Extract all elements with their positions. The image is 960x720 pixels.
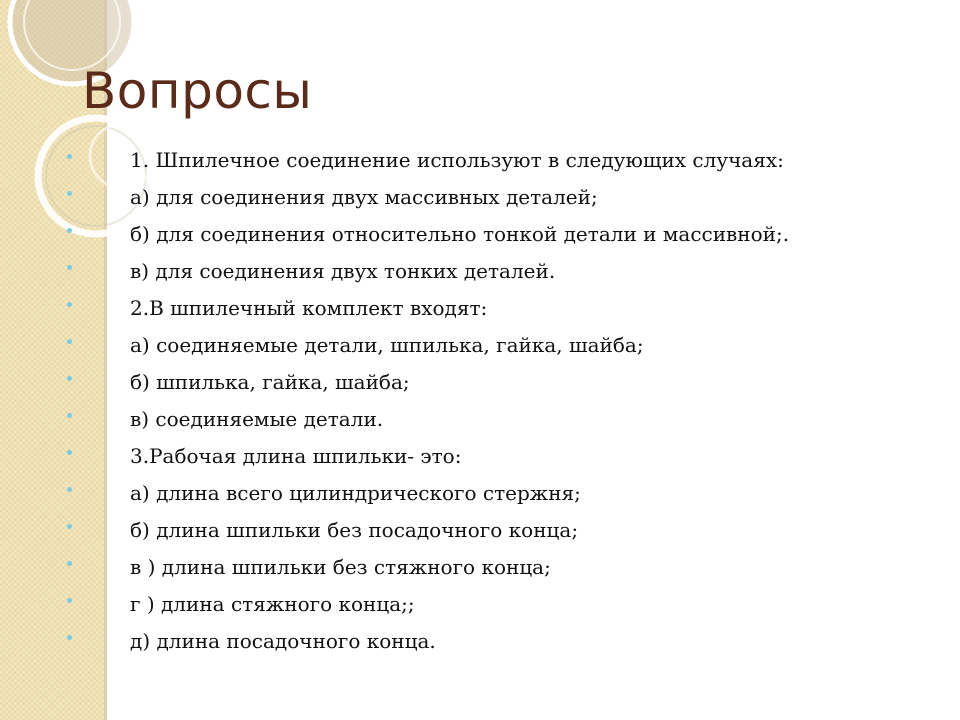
bullet-icon xyxy=(67,413,72,418)
bullet-icon xyxy=(67,228,72,233)
bullet-icon xyxy=(67,339,72,344)
slide-title: Вопросы xyxy=(82,62,313,120)
bullet-icon xyxy=(67,265,72,270)
list-item-text: б) длина шпильки без посадочного конца; xyxy=(130,518,579,542)
list-item-text: в) для соединения двух тонких деталей. xyxy=(130,259,556,283)
list-item-text: 3.Рабочая длина шпильки- это: xyxy=(130,444,462,468)
bullet-icon xyxy=(67,487,72,492)
list-item-text: а) для соединения двух массивных деталей; xyxy=(130,185,598,209)
list-item-text: в ) длина шпильки без стяжного конца; xyxy=(130,555,551,579)
list-item-text: б) для соединения относительно тонкой детали и массивной;. xyxy=(130,222,790,246)
bullet-icon xyxy=(67,376,72,381)
bullet-icon xyxy=(67,302,72,307)
bullet-icon xyxy=(67,154,72,159)
list-item-text: а) соединяемые детали, шпилька, гайка, шайба; xyxy=(130,333,644,357)
bullet-icon xyxy=(67,191,72,196)
bullet-icon xyxy=(67,598,72,603)
list-item-text: в) соединяемые детали. xyxy=(130,407,384,431)
list-item-text: 1. Шпилечное соединение используют в следующих случаях: xyxy=(130,148,784,172)
bullet-icon xyxy=(67,635,72,640)
list-item-text: а) длина всего цилиндрического стержня; xyxy=(130,481,581,505)
list-item-text: г ) длина стяжного конца;; xyxy=(130,592,415,616)
list-item-text: д) длина посадочного конца. xyxy=(130,629,436,653)
bullet-icon xyxy=(67,561,72,566)
bullet-icon xyxy=(67,450,72,455)
bullet-icon xyxy=(67,524,72,529)
list-item-text: 2.В шпилечный комплект входят: xyxy=(130,296,488,320)
list-item-text: б) шпилька, гайка, шайба; xyxy=(130,370,410,394)
